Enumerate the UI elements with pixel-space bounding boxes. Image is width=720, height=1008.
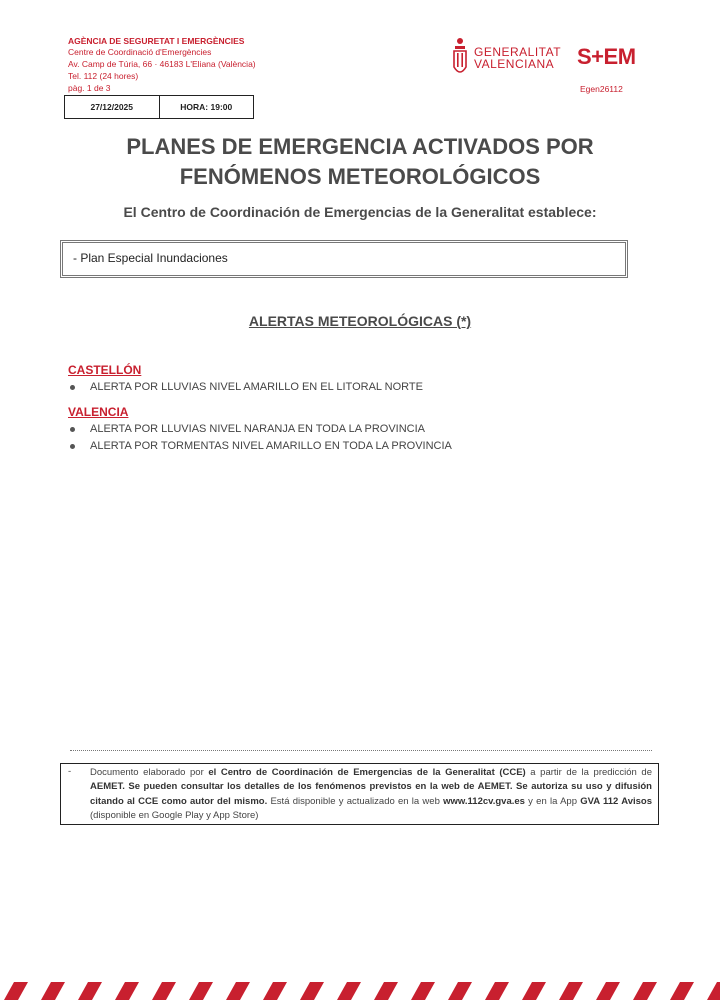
alert-item	[68, 381, 423, 393]
note-website-link[interactable]: www.112cv.gva.es	[443, 795, 525, 807]
page-number: pàg. 1 de 3	[68, 83, 111, 93]
alerts-title: ALERTAS METEOROLÓGICAS (*)	[248, 313, 472, 329]
centre-address: Av. Camp de Túria, 66 · 46183 L'Eliana (València)	[68, 59, 256, 69]
gva-logo-line2: VALENCIANA	[474, 57, 555, 71]
page-title-line2: FENÓMENOS METEOROLÓGICOS	[179, 164, 541, 189]
dotted-divider	[70, 750, 652, 751]
page-subtitle: El Centro de Coordinación de Emergencias de la Generalitat establece:	[123, 204, 597, 220]
note-part: a partir de la predicción de	[525, 767, 652, 778]
centre-name: Centre de Coordinació d'Emergències	[68, 47, 212, 57]
page-title	[60, 132, 660, 192]
date-time-box	[64, 95, 254, 119]
province-valencia: VALENCIA	[68, 405, 129, 419]
centre-phone: Tel. 112 (24 hores)	[68, 71, 139, 81]
bullet-icon	[70, 385, 75, 390]
plan-name: - Plan Especial Inundaciones	[73, 251, 228, 265]
gva-logo	[452, 37, 561, 79]
note-text	[90, 766, 652, 824]
province-castellon: CASTELLÓN	[68, 363, 142, 377]
note-bold-part: AEMET. Se pueden consultar los detalles de los fenómenos previstos en la web de AEMET. Se autoriza su uso y difusión citando al CCE como autor del mismo.	[90, 781, 652, 807]
plan-box	[60, 240, 628, 278]
alert-text: ALERTA POR LLUVIAS NIVEL NARANJA EN TODA LA PROVINCIA	[90, 423, 426, 435]
alert-item	[68, 440, 452, 452]
red-stripe-border-icon	[0, 982, 720, 1000]
time-value: HORA: 19:00	[159, 96, 254, 118]
bullet-icon	[70, 427, 75, 432]
note-part: y en la App	[524, 795, 581, 807]
note-part: Documento elaborado por	[90, 767, 209, 778]
agency-name: AGÈNCIA DE SEGURETAT I EMERGÈNCIES	[68, 36, 245, 46]
note-dash: -	[68, 766, 72, 777]
generalitat-emblem-icon	[452, 37, 468, 79]
note-bold-part: el Centro de Coordinación de Emergencias de la Generalitat (CCE)	[208, 767, 526, 778]
alert-text: ALERTA POR LLUVIAS NIVEL AMARILLO EN EL LITORAL NORTE	[90, 381, 423, 393]
gva-logo-text	[474, 46, 561, 70]
page-title-line1: PLANES DE EMERGENCIA ACTIVADOS POR	[126, 134, 594, 159]
note-part: Está disponible y actualizado en la web	[267, 795, 444, 807]
alert-text: ALERTA POR TORMENTAS NIVEL AMARILLO EN TODA LA PROVINCIA	[90, 440, 452, 452]
bullet-icon	[70, 444, 75, 449]
alert-item	[68, 423, 425, 435]
document-code: Egen26112	[580, 84, 623, 94]
date-value: 27/12/2025	[90, 102, 134, 112]
sem-logo: S+EM	[577, 44, 636, 69]
note-app-name: GVA 112 Avisos	[580, 795, 652, 807]
gva-logo-line1: GENERALITAT	[474, 45, 562, 59]
note-part: (disponible en Google Play y App Store)	[90, 810, 259, 822]
